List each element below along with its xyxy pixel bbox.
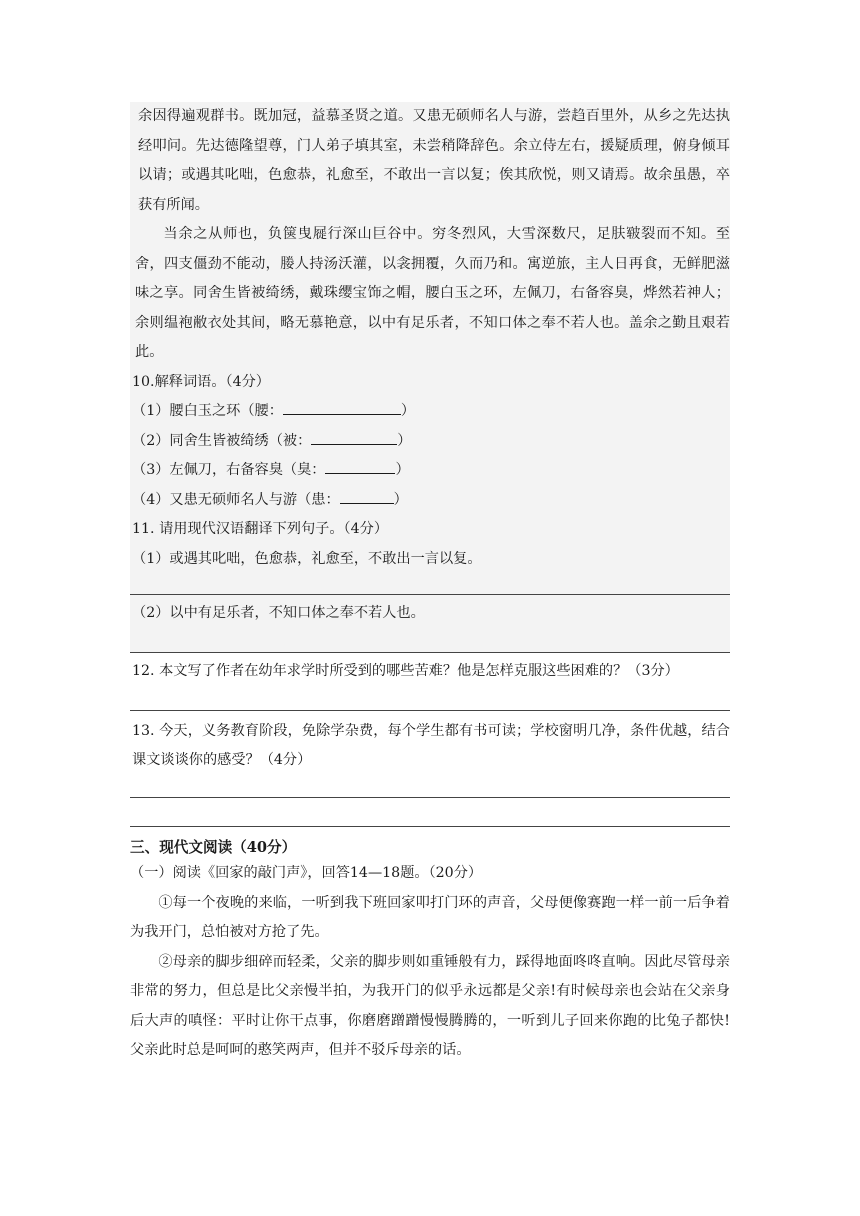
passage-paragraph-1: 余因得遍观群书。既加冠，益慕圣贤之道。又患无硕师名人与游，尝趋百里外，从乡之先达执经叩问。先达德隆望尊，门人弟子填其室，未尝稍降辞色。余立侍左右，援疑质理，俯身倾耳以请；或遇其叱咄，色愈恭，礼愈至，不敢出一言以复；俟其欣悦，则又请焉。故余虽愚，卒获有所闻。 — [138, 108, 730, 213]
answer-space — [130, 798, 730, 826]
worksheet-page — [130, 102, 730, 1066]
modern-paragraph-2: ②母亲的脚步细碎而轻柔，父亲的脚步则如重锤般有力，踩得地面咚咚直响。因此尽管母亲非常的努力，但总是比父亲慢半拍，为我开门的似乎永远都是父亲!有时候母亲也会站在父亲身后大声的嗔怪：平时让你干点事，你磨磨蹭蹭慢慢腾腾的，一听到儿子回来你跑的比兔子都快!父亲此时总是呵呵的憨笑两声，但并不驳斥母亲的话。 — [130, 953, 730, 1058]
q11-sentence-1: （1）或遇其叱咄，色愈恭，礼愈至，不敢出一言以复。 — [132, 550, 482, 567]
q10-item-3-prompt: （3）左佩刀，右备容臭（臭： — [132, 462, 326, 478]
q10-item-2-prompt: （2）同舍生皆被绮绣（被： — [132, 432, 312, 449]
q10-item-4-prompt: （4）又患无硕师名人与游（患： — [132, 491, 340, 508]
q10-item-4-close: ） — [393, 491, 408, 508]
q10-item-1 — [130, 397, 730, 427]
classical-passage — [130, 102, 730, 594]
q11-sentence-2: （2）以中有足乐者，不知口体之奉不若人也。 — [130, 595, 730, 652]
passage-paragraph-2: 当余之从师也，负箧曳屣行深山巨谷中。穷冬烈风，大雪深数尺，足肤皲裂而不知。至舍，四支僵劲不能动，媵人持汤沃灌，以衾拥覆，久而乃和。寓逆旅，主人日再食，无鲜肥滋味之享。同舍生皆被绮绣，戴珠缨宝饰之帽，腰白玉之环，左佩刀，右备容臭，烨然若神人；余则缊袍敝衣处其间，略无慕艳意，以中有足乐者，不知口体之奉不若人也。盖余之勤且艰若此。 — [135, 226, 730, 360]
question-12: 12. 本文写了作者在幼年求学时所受到的哪些苦难？他是怎样克服这些困难的？（3分） — [132, 662, 679, 679]
q11-title: 11. 请用现代汉语翻译下列句子。（4分） — [132, 521, 389, 537]
q10-item-3 — [130, 456, 730, 486]
q10-item-1-close: ） — [400, 403, 416, 419]
q10-title: 10.解释词语。（4分） — [132, 373, 270, 390]
q10-item-2 — [130, 427, 730, 457]
q10-item-4-answer-blank[interactable] — [340, 489, 394, 504]
section-heading: 三、现代文阅读（40分） — [130, 838, 297, 856]
q10-item-3-answer-blank[interactable] — [325, 459, 395, 474]
q10-item-1-prompt: （1）腰白玉之环（腰： — [132, 403, 283, 419]
q10-item-2-close: ） — [397, 432, 412, 449]
q10-item-1-answer-blank[interactable] — [283, 400, 401, 415]
q10-item-2-answer-blank[interactable] — [311, 430, 397, 445]
question-13: 13. 今天，义务教育阶段，免除学杂费，每个学生都有书可读；学校窗明几净，条件优越，结合课文谈谈你的感受？（4分） — [132, 722, 730, 768]
q10-item-3-close: ） — [395, 462, 410, 478]
q10-item-4 — [130, 486, 730, 516]
modern-paragraph-1: ①每一个夜晚的来临，一听到我下班回家叩打门环的声音，父母便像赛跑一样一前一后争着为我开门，总怕被对方抢了先。 — [130, 894, 730, 940]
section-subheading: （一）阅读《回家的敲门声》，回答14—18题。（20分） — [130, 865, 483, 881]
